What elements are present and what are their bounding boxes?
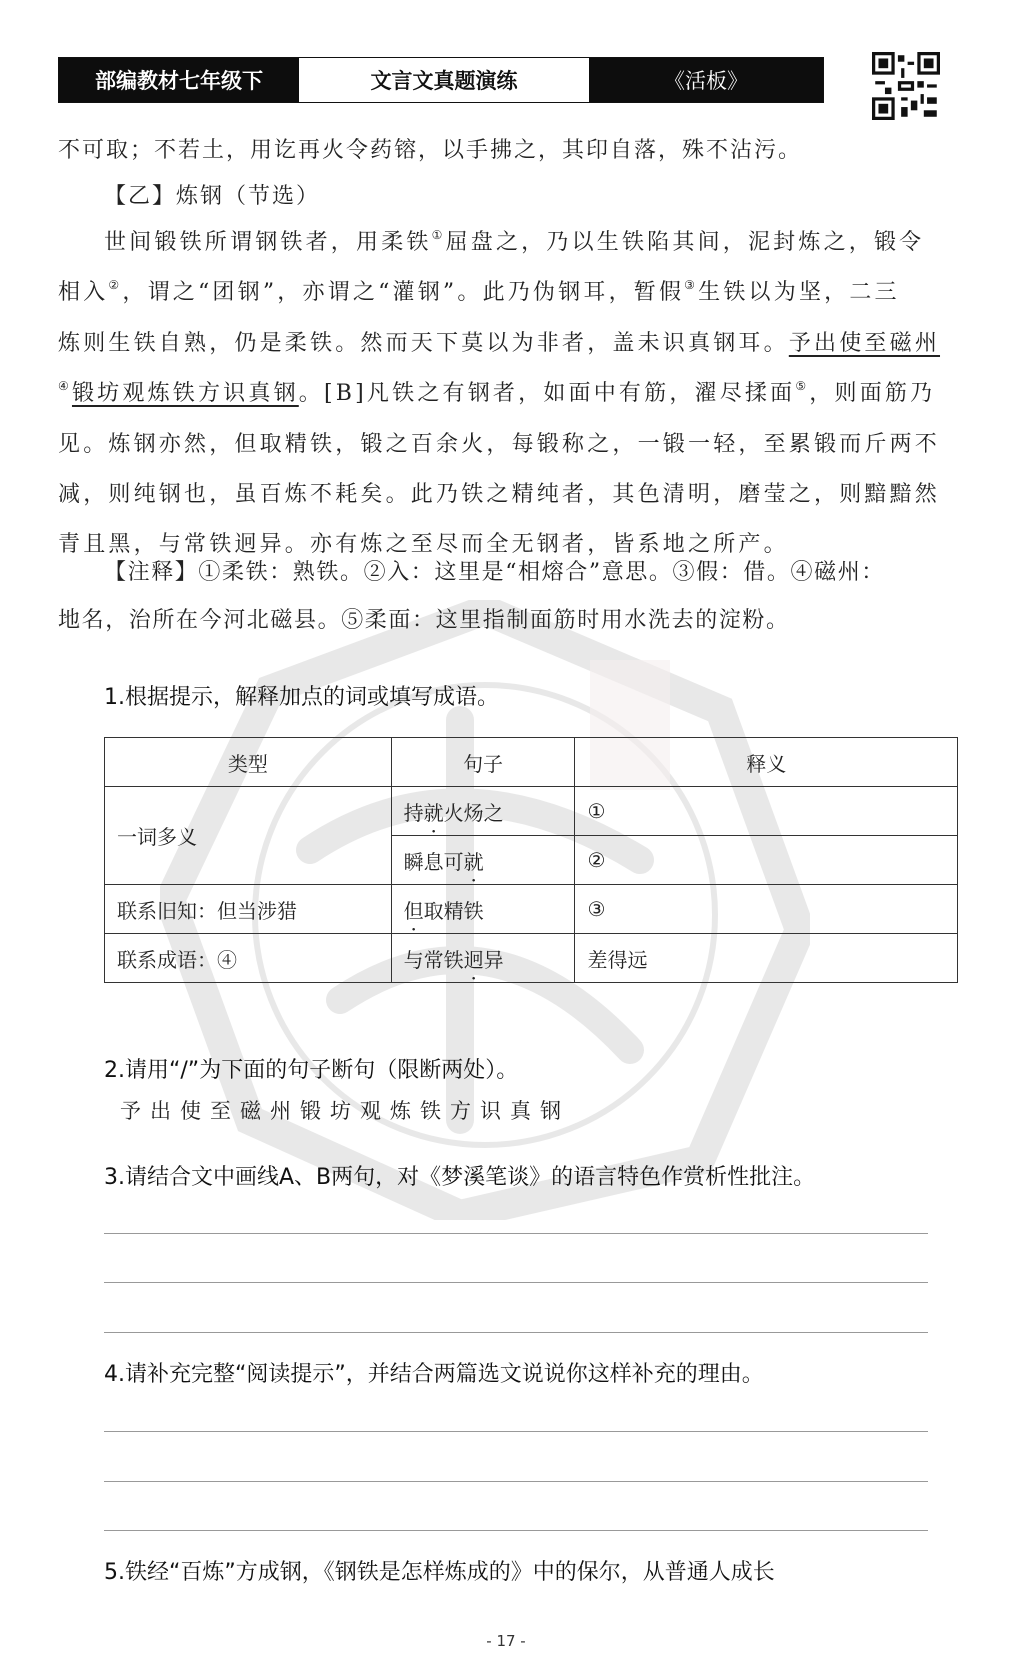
cell-type: 联系旧知：但当涉猎 bbox=[105, 885, 392, 934]
col-header-type: 类型 bbox=[105, 738, 392, 787]
cell-sentence: 持就火炀之 bbox=[391, 787, 575, 836]
answer-line[interactable] bbox=[104, 1481, 928, 1482]
passage-line: 减，则纯钢也，虽百炼不耗矣。此乃铁之精纯者，其色清明，磨莹之，则黯黯然 bbox=[58, 482, 941, 508]
q1-table bbox=[104, 737, 958, 983]
cell-type-idiom-blank[interactable]: 联系成语：④ bbox=[105, 934, 392, 983]
passage-line: 相入②，谓之“团钢”，亦谓之“灌钢”。此乃伪钢耳，暂假③生铁以为坚，二三 bbox=[58, 278, 900, 306]
passage2-heading: 【乙】炼钢（节选） bbox=[104, 184, 321, 209]
page-number: - 17 - bbox=[486, 1632, 526, 1650]
cell-sentence: 但取精铁 bbox=[391, 885, 575, 934]
question-2: 2.请用“/”为下面的句子断句（限断两处）。 bbox=[104, 1058, 519, 1083]
question-4: 4.请补充完整“阅读提示”，并结合两篇选文说说你这样补充的理由。 bbox=[104, 1362, 764, 1387]
col-header-sentence: 句子 bbox=[391, 738, 575, 787]
answer-line[interactable] bbox=[104, 1233, 928, 1234]
table-header-row bbox=[105, 738, 958, 787]
answer-line[interactable] bbox=[104, 1332, 928, 1333]
passage-line: 见。炼钢亦然，但取精铁，锻之百余火，每锻称之，一锻一轻，至累锻而斤两不 bbox=[58, 431, 941, 457]
question-1: 1.根据提示，解释加点的词或填写成语。 bbox=[104, 685, 499, 710]
notes-line-2: 地名，治所在今河北磁县。⑤柔面：这里指制面筋时用水洗去的淀粉。 bbox=[58, 608, 790, 633]
passage-line: ④锻坊观炼铁方识真钢。[B]凡铁之有钢者，如面中有筋，濯尽揉面⑤，则面筋乃 bbox=[58, 378, 936, 407]
dotted-word: 就 bbox=[423, 800, 444, 825]
table-row bbox=[105, 934, 958, 983]
section-label: 文言文真题演练 bbox=[299, 58, 589, 102]
answer-line[interactable] bbox=[104, 1530, 928, 1531]
underlined-sentence-a-cont: 锻坊观炼铁方识真钢 bbox=[71, 381, 299, 407]
notes-line-1: 【注释】①柔铁：熟铁。②入：这里是“相熔合”意思。③假：借。④磁州： bbox=[104, 560, 885, 585]
passage-line: 炼则生铁自熟，仍是柔铁。然而天下莫以为非者，盖未识真钢耳。予出使至磁州 bbox=[58, 330, 941, 356]
dotted-word: 但 bbox=[403, 898, 424, 923]
dotted-word: 迥 bbox=[463, 947, 484, 972]
cell-type: 一词多义 bbox=[105, 787, 392, 885]
header-bar bbox=[58, 57, 824, 103]
passage-end-line: 不可取；不若土，用讫再火令药镕，以手拂之，其印自落，殊不沾污。 bbox=[58, 138, 803, 163]
cell-sentence: 与常铁迥异 bbox=[391, 934, 575, 983]
qr-code-icon bbox=[872, 52, 940, 120]
answer-line[interactable] bbox=[104, 1282, 928, 1283]
dotted-word: 就 bbox=[463, 849, 484, 874]
passage2-body bbox=[58, 218, 958, 571]
answer-blank-2[interactable]: ② bbox=[575, 836, 958, 885]
grade-label: 部编教材七年级下 bbox=[59, 58, 299, 102]
table-row bbox=[105, 787, 958, 836]
table-row bbox=[105, 885, 958, 934]
cell-meaning: 差得远 bbox=[575, 934, 958, 983]
segmentation-sentence[interactable]: 予出使至磁州锻坊观炼铁方识真钢 bbox=[120, 1099, 570, 1123]
passage-line: 青且黑，与常铁迥异。亦有炼之至尽而全无钢者，皆系地之所产。 bbox=[58, 532, 789, 558]
question-3: 3.请结合文中画线A、B两句，对《梦溪笔谈》的语言特色作赏析性批注。 bbox=[104, 1165, 816, 1190]
col-header-meaning: 释义 bbox=[575, 738, 958, 787]
answer-blank-1[interactable]: ① bbox=[575, 787, 958, 836]
answer-line[interactable] bbox=[104, 1431, 928, 1432]
lesson-title: 《活板》 bbox=[589, 58, 823, 102]
answer-blank-3[interactable]: ③ bbox=[575, 885, 958, 934]
passage-line: 世间锻铁所谓钢铁者，用柔铁①屈盘之，乃以生铁陷其间，泥封炼之，锻令 bbox=[104, 227, 925, 255]
cell-sentence: 瞬息可就 bbox=[391, 836, 575, 885]
underlined-sentence-a: 予出使至磁州 bbox=[788, 330, 941, 356]
question-5: 5.铁经“百炼”方成钢，《钢铁是怎样炼成的》中的保尔，从普通人成长 bbox=[104, 1560, 775, 1585]
